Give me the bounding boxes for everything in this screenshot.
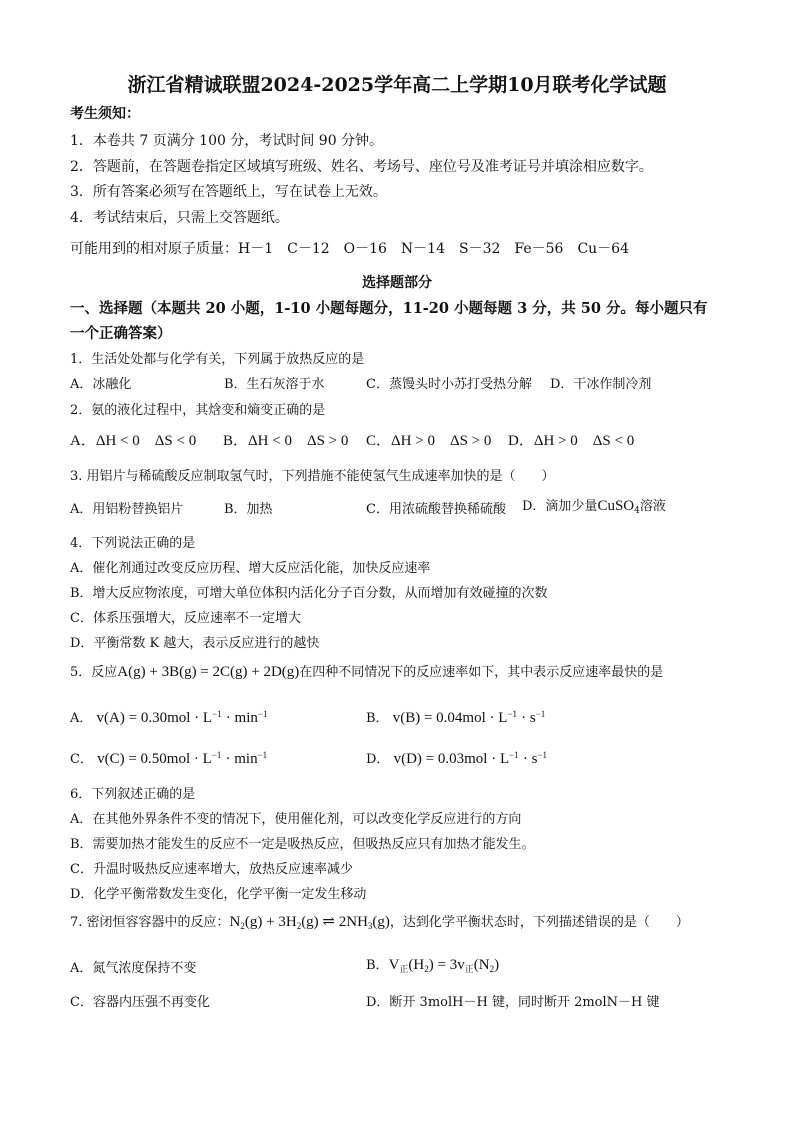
q5-option-a-exp1: −1 [212, 709, 222, 719]
q3-option-a: A．用铝粉替换铝片 [70, 502, 184, 517]
q5-option-c-exp1: −1 [211, 750, 222, 760]
q3-option-d [522, 495, 666, 516]
q1-stem: 1．生活处处都与化学有关，下列属于放热反应的是 [70, 352, 365, 367]
q2-stem: 2．氨的液化过程中，其焓变和熵变正确的是 [70, 403, 326, 418]
q7-eq-n: N [229, 914, 241, 930]
q5-equation: A(g) + 3B(g) = 2C(g) + 2D(g) [117, 664, 300, 680]
q7-stem-pre: 7. 密闭恒容容器中的反应： [70, 915, 230, 930]
q2-option-b: B．ΔH < 0 ΔS > 0 [223, 433, 349, 449]
q1-option-b: B．生石灰溶于水 [224, 377, 325, 392]
notice-item-3: 3．所有答案必须写在答题纸上，写在试卷上无效。 [70, 184, 387, 200]
q7-option-b-end: (N [473, 957, 490, 973]
q7-option-b-close: ) [494, 957, 500, 973]
notice-item-4: 4．考试结束后，只需上交答题纸。 [70, 210, 289, 226]
q5-stem-post: 在四种不同情况下的反应速率如下，其中表示反应速率最快的是 [299, 665, 664, 680]
q5-option-c-exp2: −1 [257, 750, 268, 760]
q2-option-d: D．ΔH > 0 ΔS < 0 [508, 433, 635, 449]
q7-option-b-sub-n: 2 [489, 964, 495, 974]
q7-stem-post: ，达到化学平衡状态时，下列描述错误的是（ ） [389, 915, 689, 930]
q7-eq-sub-nh: 3 [367, 921, 373, 931]
q7-option-d: D．断开 3molH－H 键，同时断开 2molN－H 键 [366, 995, 660, 1010]
q3-option-d-sub: 4 [634, 506, 640, 516]
q4-stem: 4．下列说法正确的是 [70, 536, 196, 551]
q4-option-c: C．体系压强增大，反应速率不一定增大 [70, 611, 301, 626]
q3-option-c: C．用浓硫酸替换稀硫酸 [366, 502, 506, 517]
q5-option-d-exp2: −1 [537, 750, 547, 760]
q7-eq-part3: (g) [372, 914, 390, 930]
atomic-mass-line: 可能用到的相对原子质量：H－1 C－12 O－16 N－14 S－32 Fe－56 Cu－64 [70, 241, 629, 257]
q5-option-b [366, 707, 545, 727]
q3-option-d-post: 溶液 [639, 499, 666, 514]
q7-option-a: A．氮气浓度保持不变 [70, 961, 197, 976]
q6-option-d: D．化学平衡常数发生变化，化学平衡一定发生移动 [70, 887, 367, 902]
q5-option-c-label: C． [70, 752, 93, 767]
q7-option-c: C．容器内压强不再变化 [70, 995, 210, 1010]
q7-option-b-mid: (H [408, 957, 425, 973]
q3-stem: 3. 用铝片与稀硫酸反应制取氢气时，下列措施不能使氢气生成速率加快的是（ ） [70, 469, 555, 484]
q7-eq-part2: (g) ⇌ 2NH [301, 914, 368, 930]
q5-option-b-exp2: −1 [535, 709, 546, 719]
q5-option-c [70, 748, 267, 768]
notice-heading: 考生须知： [70, 106, 140, 122]
q7-option-b-zheng1: 正 [399, 965, 409, 975]
q7-option-b-v: V [388, 957, 400, 973]
q5-option-c-expr: v(C) = 0.50mol · L [97, 751, 212, 767]
q2-option-c: C．ΔH > 0 ΔS > 0 [366, 433, 492, 449]
q5-option-b-exp1: −1 [507, 709, 517, 719]
q2-option-a: A．ΔH < 0 ΔS < 0 [70, 433, 197, 449]
part-header-line2: 一个正确答案） [70, 325, 172, 342]
q3-option-d-formula: CuSO [597, 498, 635, 514]
q5-option-b-unit: · s [521, 710, 536, 726]
q1-option-c: C．蒸馒头时小苏打受热分解 [366, 377, 532, 392]
q6-option-b: B．需要加热才能发生的反应不一定是吸热反应，但吸热反应只有加热才能发生。 [70, 837, 535, 852]
q7-stem [70, 911, 689, 931]
q1-option-a: A．冰融化 [70, 377, 132, 392]
q5-option-a-label: A． [70, 711, 93, 726]
q6-stem: 6．下列叙述正确的是 [70, 787, 196, 802]
q4-option-d: D．平衡常数 K 越大，表示反应进行的越快 [70, 636, 320, 651]
q7-option-b [366, 954, 499, 975]
q5-option-a-unit: · min [225, 710, 258, 726]
q5-option-c-unit: · min [225, 751, 258, 767]
q6-option-a: A．在其他外界条件不变的情况下，使用催化剂，可以改变化学反应进行的方向 [70, 812, 522, 827]
q7-option-b-mid2: ) = 3v [428, 957, 465, 973]
q5-stem-pre: 5．反应 [70, 665, 118, 680]
q5-option-b-expr: v(B) = 0.04mol · L [392, 710, 508, 726]
q7-option-b-zheng2: 正 [464, 965, 474, 975]
q3-option-d-pre: D．滴加少量 [522, 499, 598, 514]
q5-option-b-label: B． [366, 711, 389, 726]
q5-option-d-expr: v(D) = 0.03mol · L [393, 751, 510, 767]
q7-option-b-label: B． [366, 958, 389, 973]
part-header-line1: 一、选择题（本题共 20 小题，1-10 小题每题分，11-20 小题每题 3 分，共 50 分。每小题只有 [70, 300, 708, 317]
page-title: 浙江省精诚联盟2024-2025学年高二上学期10月联考化学试题 [127, 74, 667, 96]
q1-option-d: D．干冰作制冷剂 [550, 377, 652, 392]
q7-option-b-sub-h: 2 [424, 964, 429, 974]
q5-stem [70, 661, 663, 681]
notice-item-1: 1．本卷共 7 页满分 100 分，考试时间 90 分钟。 [70, 133, 384, 149]
q6-option-c: C．升温时吸热反应速率增大，放热反应速率减少 [70, 862, 353, 877]
q4-option-b: B．增大反应物浓度，可增大单位体积内活化分子百分数，从而增加有效碰撞的次数 [70, 586, 548, 601]
q5-option-d-label: D． [366, 752, 390, 767]
q5-option-d-exp1: −1 [509, 750, 519, 760]
q5-option-d-unit: · s [522, 751, 538, 767]
q5-option-d [366, 748, 547, 768]
q7-eq-sub-n: 2 [240, 921, 245, 931]
q5-option-a-expr: v(A) = 0.30mol · L [96, 710, 213, 726]
q5-option-a [70, 707, 267, 727]
q7-eq-part1: (g) + 3H [244, 914, 297, 930]
section-title: 选择题部分 [362, 275, 432, 291]
q5-option-a-exp2: −1 [257, 709, 268, 719]
notice-item-2: 2．答题前，在答题卷指定区域填写班级、姓名、考场号、座位号及准考证号并填涂相应数字。 [70, 159, 653, 175]
q3-option-b: B．加热 [224, 502, 273, 517]
q4-option-a: A．催化剂通过改变反应历程、增大反应活化能，加快反应速率 [70, 561, 431, 576]
q7-eq-sub-h: 2 [296, 921, 302, 931]
